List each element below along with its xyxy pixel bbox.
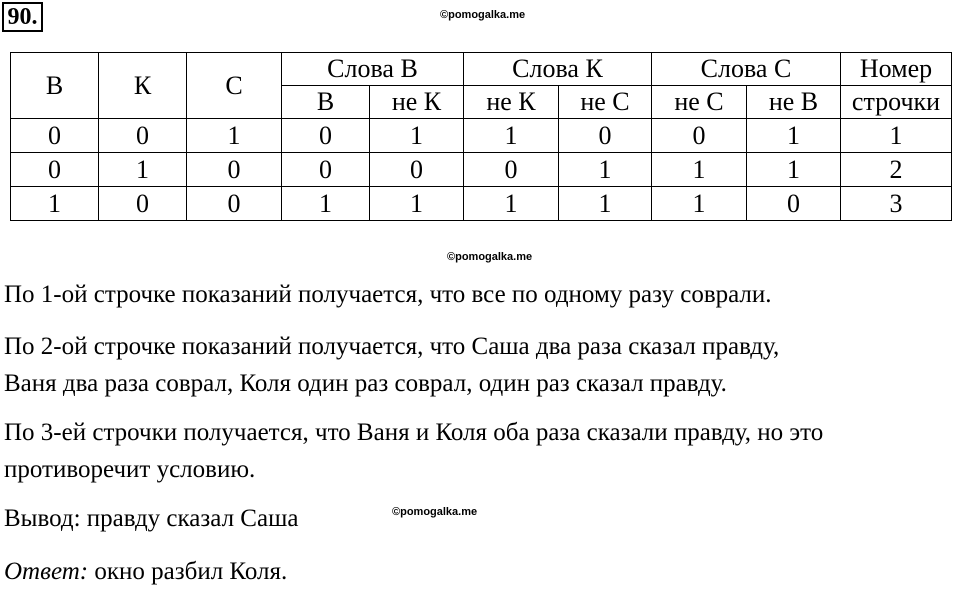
answer-text: окно разбил Коля. — [88, 558, 288, 585]
answer-label: Ответ: — [4, 558, 89, 585]
table-cell: 0 — [747, 187, 841, 221]
paragraph-line: По 2-ой строчке показаний получается, что Саша два раза сказал правду, — [4, 333, 780, 360]
table-cell: 1 — [652, 187, 747, 221]
header-c: С — [187, 53, 282, 119]
subheader: не К — [464, 86, 559, 119]
table-cell: 0 — [652, 119, 747, 153]
paragraph-line: противоречит условию. — [4, 456, 256, 483]
header-row-number-2: строчки — [841, 86, 952, 119]
table-cell: 3 — [841, 187, 952, 221]
subheader: не К — [370, 86, 464, 119]
paragraph-row-3 — [4, 414, 823, 488]
table-cell: 0 — [187, 187, 282, 221]
table-cell: 1 — [370, 119, 464, 153]
table-cell: 1 — [747, 119, 841, 153]
table-cell: 0 — [559, 119, 652, 153]
subheader: не В — [747, 86, 841, 119]
subheader: не С — [559, 86, 652, 119]
table-cell: 0 — [11, 119, 99, 153]
table-row — [11, 153, 952, 187]
header-group-c: Слова С — [652, 53, 841, 86]
table-row — [11, 187, 952, 221]
table-cell: 1 — [11, 187, 99, 221]
watermark: ©pomogalka.me — [440, 9, 526, 21]
table-cell: 1 — [559, 187, 652, 221]
header-b: В — [11, 53, 99, 119]
conclusion: Вывод: правду сказал Саша — [4, 505, 299, 532]
watermark: ©pomogalka.me — [447, 251, 533, 263]
header-k: К — [99, 53, 187, 119]
table-cell: 1 — [187, 119, 282, 153]
paragraph-line: По 3-ей строчки получается, что Ваня и Коля оба раза сказали правду, но это — [4, 419, 824, 446]
table-header-row — [11, 53, 952, 86]
paragraph-row-2 — [4, 328, 779, 402]
table-cell: 1 — [464, 119, 559, 153]
truth-table — [10, 52, 952, 221]
subheader: не С — [652, 86, 747, 119]
table-cell: 1 — [464, 187, 559, 221]
table-cell: 1 — [282, 187, 370, 221]
table-cell: 2 — [841, 153, 952, 187]
table-cell: 0 — [464, 153, 559, 187]
table-cell: 0 — [282, 119, 370, 153]
header-group-k: Слова К — [464, 53, 652, 86]
header-row-number-1: Номер — [841, 53, 952, 86]
answer — [4, 553, 287, 590]
table-cell: 1 — [652, 153, 747, 187]
table-cell: 0 — [99, 187, 187, 221]
table-cell: 0 — [282, 153, 370, 187]
table-cell: 1 — [841, 119, 952, 153]
table-cell: 0 — [11, 153, 99, 187]
table-row — [11, 119, 952, 153]
table-cell: 1 — [370, 187, 464, 221]
table-cell: 0 — [187, 153, 282, 187]
table-cell: 0 — [370, 153, 464, 187]
watermark: ©pomogalka.me — [392, 506, 478, 518]
header-group-b: Слова В — [282, 53, 464, 86]
paragraph-line: Ваня два раза соврал, Коля один раз соврал, один раз сказал правду. — [4, 370, 727, 397]
table-cell: 1 — [559, 153, 652, 187]
table-cell: 0 — [99, 119, 187, 153]
paragraph-row-1: По 1-ой строчке показаний получается, что все по одному разу соврали. — [4, 281, 772, 308]
table-cell: 1 — [747, 153, 841, 187]
subheader: В — [282, 86, 370, 119]
table-cell: 1 — [99, 153, 187, 187]
task-number: 90. — [2, 2, 43, 32]
